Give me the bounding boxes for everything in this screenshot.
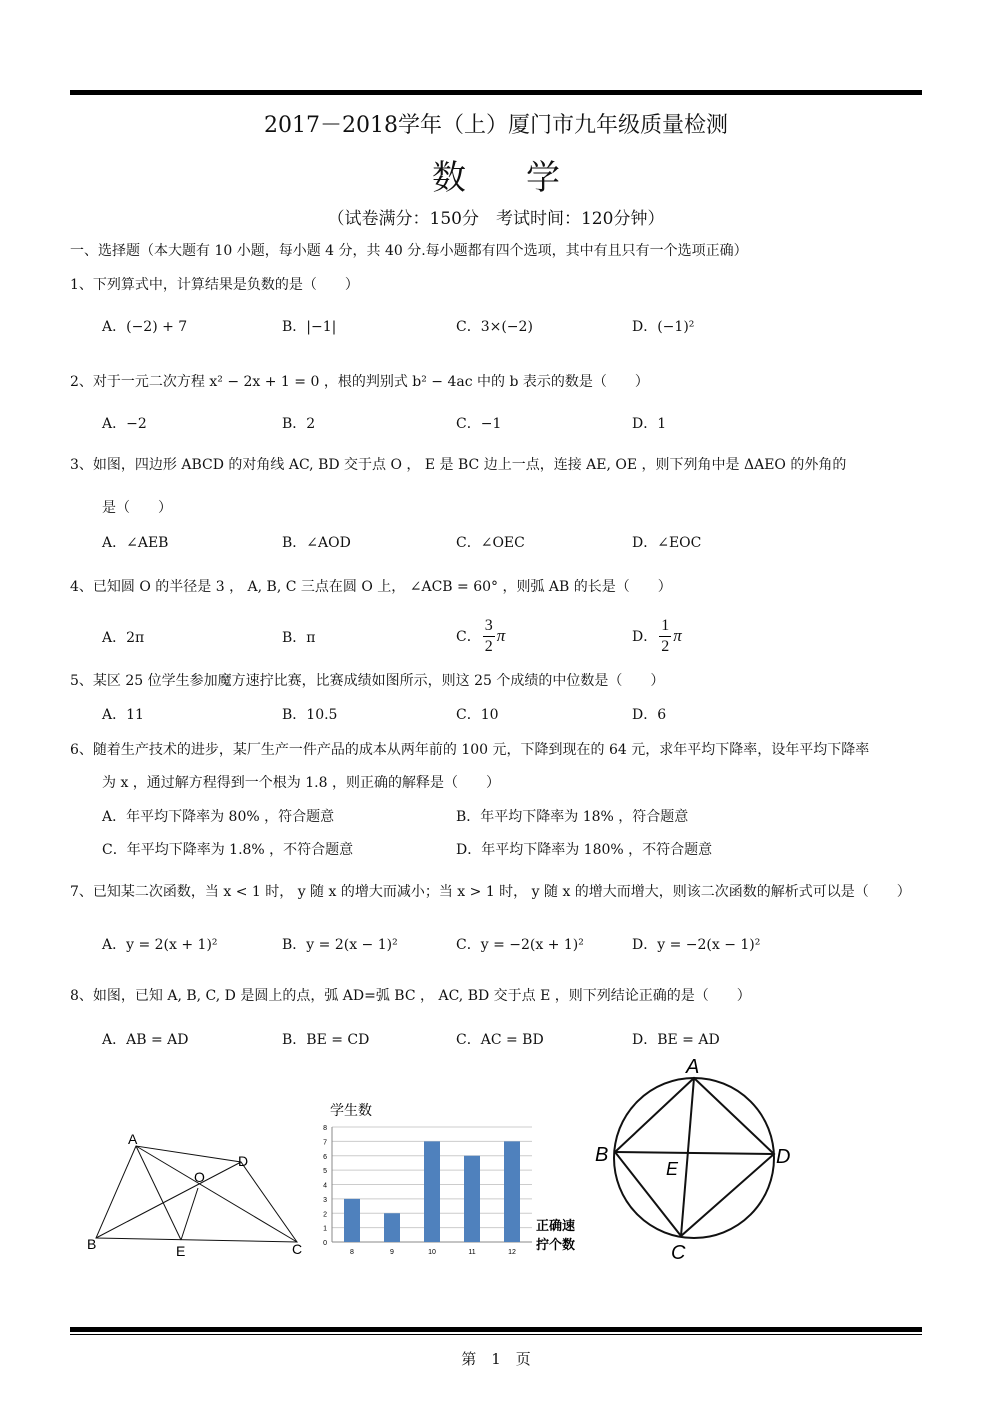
chart-bar-9: [384, 1213, 400, 1242]
quadrilateral-figure: [84, 1125, 314, 1265]
page-number: 第 1 页: [461, 1350, 531, 1368]
q4-option-d: [632, 612, 682, 660]
circle-label-e: E: [666, 1159, 679, 1179]
chart-bar-11: [464, 1156, 480, 1242]
q3-stem: 3、如图，四边形 ABCD 的对角线 AC, BD 交于点 O ， E 是 BC 边上一点，连接 AE, OE ，则下列角中是 ΔAEO 的外角的: [70, 457, 847, 473]
q6-option-d: D．年平均下降率为 180% ，不符合题意: [456, 842, 713, 858]
q3-option-a: A．∠AEB: [102, 535, 169, 551]
q7-option-a: A．y = 2(x + 1)²: [102, 937, 218, 953]
fraction-denominator: 2: [661, 637, 670, 655]
q1-option-d: D．(−1)²: [632, 319, 695, 335]
q1-option-b: B．|−1|: [282, 319, 337, 335]
point-label-d: D: [238, 1153, 249, 1169]
pi-symbol: π: [496, 626, 506, 645]
chart-x-tick-label: 9: [390, 1249, 394, 1256]
q3-option-b: B．∠AOD: [282, 535, 351, 551]
circle-label-d: D: [776, 1146, 791, 1168]
q7-option-c: C．y = −2(x + 1)²: [456, 937, 584, 953]
q5-option-a: A．11: [102, 707, 144, 723]
circle-label-a: A: [686, 1056, 700, 1078]
chart-x-tick-label: 8: [350, 1249, 354, 1256]
point-label-o: O: [194, 1169, 205, 1185]
chart-bar-10: [424, 1141, 440, 1242]
subject-title: 数学: [432, 158, 620, 198]
q2-stem: 2、对于一元二次方程 x² − 2x + 1 = 0 ，根的判别式 b² − 4ac 中的 b 表示的数是（ ）: [70, 374, 649, 390]
q5-stem: 5、某区 25 位学生参加魔方速拧比赛，比赛成绩如图所示，则这 25 个成绩的中位数是（ ）: [70, 673, 665, 689]
q4-option-d-label: D．: [632, 629, 658, 645]
chart-x-axis-label-2: 拧个数: [536, 1237, 576, 1252]
chart-y-tick-label: 6: [323, 1153, 327, 1161]
q8-option-b: B．BE = CD: [282, 1032, 370, 1048]
chart-y-tick-label: 7: [323, 1139, 327, 1147]
q7-option-d: D．y = −2(x − 1)²: [632, 937, 761, 953]
point-label-b: B: [87, 1236, 97, 1252]
point-label-e: E: [176, 1243, 186, 1259]
circle-figure: [590, 1055, 805, 1270]
chart-y-tick-label: 2: [323, 1211, 327, 1219]
chart-bar-12: [504, 1141, 520, 1242]
q4-option-c-label: C．: [456, 629, 481, 645]
bar-chart: [310, 1095, 600, 1270]
circle-label-b: B: [595, 1144, 609, 1166]
chart-x-tick-label: 11: [468, 1249, 476, 1256]
q6-stem: 6、随着生产技术的进步，某厂生产一件产品的成本从两年前的 100 元，下降到现在的 64 元，求年平均下降率，设年平均下降率: [70, 742, 870, 758]
q6-option-c: C．年平均下降率为 1.8% ，不符合题意: [102, 842, 354, 858]
q1-option-c: C．3×(−2): [456, 319, 533, 335]
q2-option-b: B．2: [282, 416, 316, 432]
bottom-rule-thin: [70, 1334, 922, 1335]
chart-x-tick-label: 12: [508, 1249, 516, 1256]
q6-option-b: B．年平均下降率为 18% ，符合题意: [456, 809, 689, 825]
exam-title: 2017－2018学年（上）厦门市九年级质量检测: [264, 113, 728, 138]
q4-option-b: B．π: [282, 630, 316, 646]
q8-stem: 8、如图，已知 A, B, C, D 是圆上的点，弧 AD=弧 BC ， AC, BD 交于点 E ，则下列结论正确的是（ ）: [70, 988, 751, 1004]
chart-y-tick-label: 3: [323, 1196, 327, 1204]
q4-option-a: A．2π: [102, 630, 145, 646]
q5-option-d: D．6: [632, 707, 667, 723]
q5-option-b: B．10.5: [282, 707, 338, 723]
q4-option-c-fraction: [483, 616, 495, 657]
q8-option-a: A．AB = AD: [102, 1032, 189, 1048]
chart-y-tick-label: 4: [323, 1182, 327, 1190]
circle-label-c: C: [671, 1242, 686, 1264]
point-label-a: A: [128, 1131, 138, 1147]
top-rule: [70, 90, 922, 95]
q8-option-c: C．AC = BD: [456, 1032, 544, 1048]
exam-info: （试卷满分：150分 考试时间：120分钟）: [327, 209, 665, 229]
chart-bar-8: [344, 1199, 360, 1242]
q1-stem: 1、下列算式中，计算结果是负数的是（ ）: [70, 277, 359, 293]
q5-option-c: C．10: [456, 707, 499, 723]
q2-option-d: D．1: [632, 416, 667, 432]
chart-y-tick-label: 0: [323, 1240, 327, 1247]
q3-option-c: C．∠OEC: [456, 535, 525, 551]
fraction-denominator: 2: [484, 637, 493, 655]
q4-option-c: [456, 612, 505, 660]
q1-option-a: A．(−2) + 7: [102, 319, 188, 335]
point-label-c: C: [292, 1241, 303, 1257]
q4-stem: 4、已知圆 O 的半径是 3 ， A, B, C 三点在圆 O 上， ∠ACB = 60° ，则弧 AB 的长是（ ）: [70, 579, 672, 595]
q4-option-d-fraction: [659, 616, 671, 657]
q2-option-a: A．−2: [102, 416, 147, 432]
q3-stem-cont: 是（ ）: [102, 500, 172, 516]
bottom-rule-thick: [70, 1327, 922, 1332]
q3-option-d: D．∠EOC: [632, 535, 702, 551]
q6-option-a: A．年平均下降率为 80% ，符合题意: [102, 809, 335, 825]
q2-option-c: C．−1: [456, 416, 502, 432]
q7-option-b: B．y = 2(x − 1)²: [282, 937, 398, 953]
section-heading: 一、选择题（本大题有 10 小题，每小题 4 分，共 40 分.每小题都有四个选项，其中有且只有一个选项正确）: [70, 243, 748, 259]
q8-option-d: D．BE = AD: [632, 1032, 720, 1048]
chart-y-tick-label: 5: [323, 1168, 327, 1176]
chart-x-tick-label: 10: [428, 1249, 436, 1256]
chart-y-tick-label: 8: [323, 1125, 327, 1132]
chart-y-axis-label: 学生数: [330, 1102, 372, 1118]
q6-stem-cont: 为 x ，通过解方程得到一个根为 1.8 ，则正确的解释是（ ）: [102, 775, 500, 791]
q7-stem: 7、已知某二次函数，当 x < 1 时， y 随 x 的增大而减小；当 x > 1 时， y 随 x 的增大而增大，则该二次函数的解析式可以是（ ）: [70, 884, 911, 900]
chart-y-tick-label: 1: [323, 1225, 327, 1233]
chart-x-axis-label-1: 正确速: [536, 1218, 576, 1233]
fraction-numerator: 1: [659, 616, 671, 637]
fraction-numerator: 3: [483, 616, 495, 637]
pi-symbol: π: [673, 626, 682, 645]
